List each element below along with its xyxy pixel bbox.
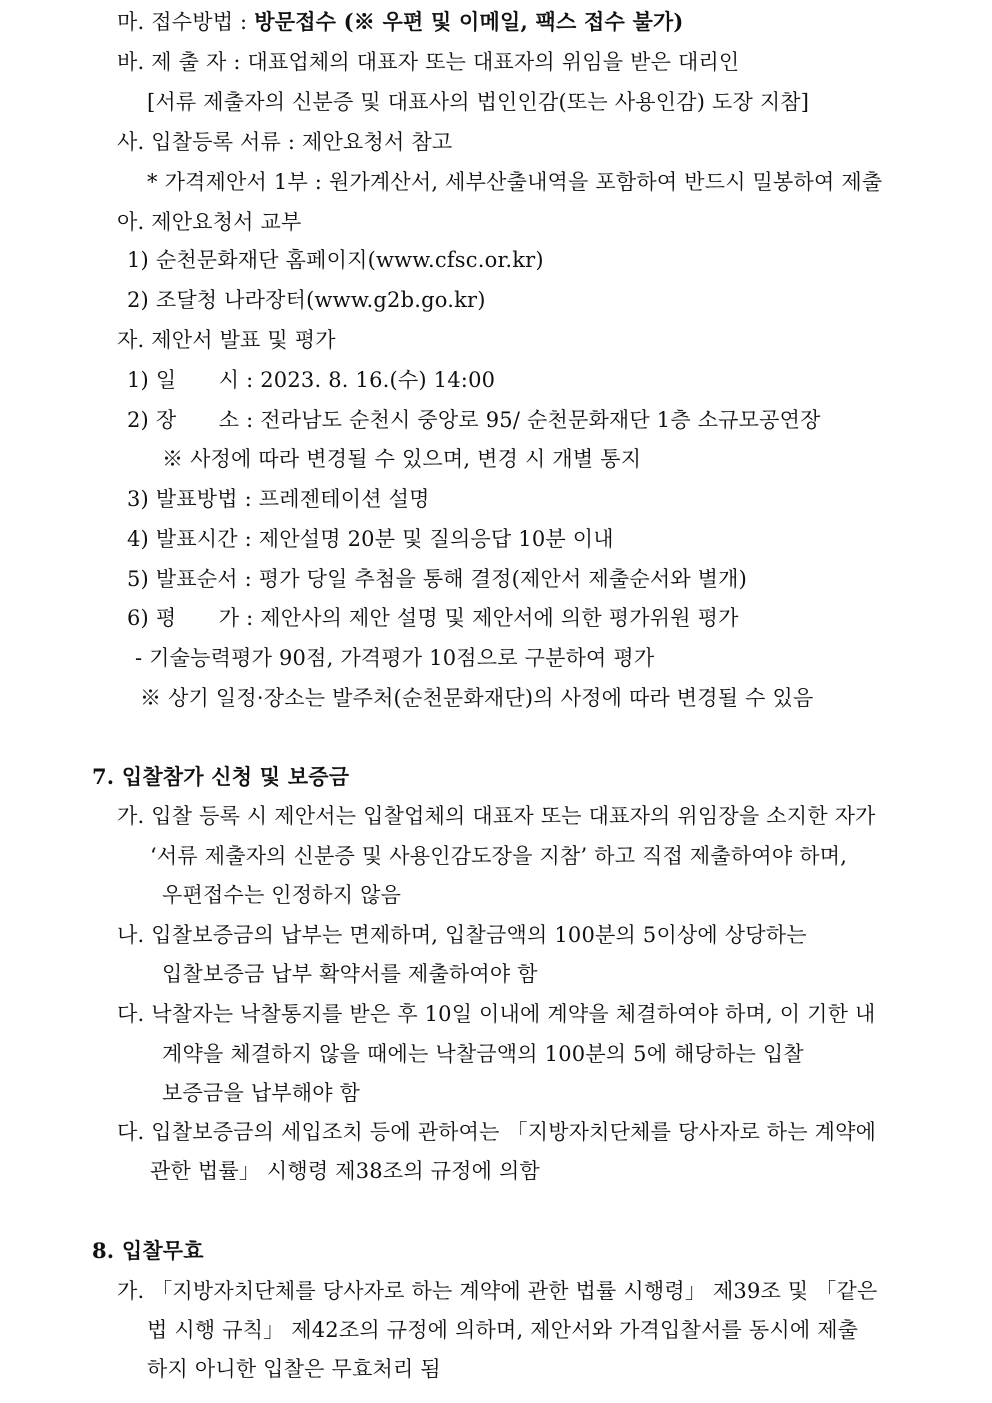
receipt-method-value: 방문접수 (※ 우편 및 이메일, 팩스 접수 불가) xyxy=(254,9,684,34)
submitter-note: [서류 제출자의 신분증 및 대표사의 법인인감(또는 사용인감) 도장 지참] xyxy=(147,90,810,114)
section-8-heading: 8. 입찰무효 xyxy=(92,1238,204,1263)
s7-item-ga-line2: ‘서류 제출자의 신분증 및 사용인감도장을 지참’ 하고 직접 제출하여야 하며, xyxy=(150,844,848,868)
s7-item-da-line2: 계약을 체결하지 않을 때에는 낙찰금액의 100분의 5에 해당하는 입찰 xyxy=(162,1042,804,1066)
presentation-duration: 4) 발표시간 : 제안설명 20분 및 질의응답 10분 이내 xyxy=(127,527,614,551)
s8-item-ga-line2: 법 시행 규칙」 제42조의 규정에 의하며, 제안서와 가격입찰서를 동시에 제출 xyxy=(147,1318,859,1342)
submitter-line: 바. 제 출 자 : 대표업체의 대표자 또는 대표자의 위임을 받은 대리인 xyxy=(117,50,740,74)
presentation-datetime: 1) 일 시 : 2023. 8. 16.(수) 14:00 xyxy=(127,368,496,392)
s7-item-da-line1: 다. 낙찰자는 낙찰통지를 받은 후 10일 이내에 계약을 체결하여야 하며, 이 기한 내 xyxy=(117,1002,876,1026)
s7-item-da-line3: 보증금을 납부해야 함 xyxy=(162,1081,361,1105)
venue-change-note: ※ 사정에 따라 변경될 수 있으며, 변경 시 개별 통지 xyxy=(162,447,642,471)
receipt-method-line xyxy=(117,8,684,36)
s7-item-da2-line1: 다. 입찰보증금의 세입조치 등에 관하여는 「지방자치단체를 당사자로 하는 계약에 xyxy=(117,1120,877,1144)
evaluation-score-split: - 기술능력평가 90점, 가격평가 10점으로 구분하여 평가 xyxy=(135,646,655,670)
rfp-source-homepage: 1) 순천문화재단 홈페이지(www.cfsc.or.kr) xyxy=(127,248,544,272)
registration-docs-line: 사. 입찰등록 서류 : 제안요청서 참고 xyxy=(117,130,453,154)
rfp-source-g2b: 2) 조달청 나라장터(www.g2b.go.kr) xyxy=(127,288,486,312)
presentation-evaluation: 6) 평 가 : 제안사의 제안 설명 및 제안서에 의한 평가위원 평가 xyxy=(127,606,739,630)
price-proposal-note: * 가격제안서 1부 : 원가계산서, 세부산출내역을 포함하여 반드시 밀봉하여 제출 xyxy=(147,170,883,194)
presentation-title: 자. 제안서 발표 및 평가 xyxy=(117,328,336,352)
presentation-order: 5) 발표순서 : 평가 당일 추첨을 통해 결정(제안서 제출순서와 별개) xyxy=(127,567,748,591)
rfp-distribution-line: 아. 제안요청서 교부 xyxy=(117,210,302,234)
s7-item-ga-line1: 가. 입찰 등록 시 제안서는 입찰업체의 대표자 또는 대표자의 위임장을 소지한 자가 xyxy=(117,804,876,828)
s7-item-ga-line3: 우편접수는 인정하지 않음 xyxy=(162,883,402,907)
s7-item-da2-line2: 관한 법률」 시행령 제38조의 규정에 의함 xyxy=(150,1159,540,1183)
presentation-method: 3) 발표방법 : 프레젠테이션 설명 xyxy=(127,487,430,511)
section-7-heading: 7. 입찰참가 신청 및 보증금 xyxy=(92,764,350,789)
s7-item-na-line2: 입찰보증금 납부 확약서를 제출하여야 함 xyxy=(162,962,538,986)
presentation-venue: 2) 장 소 : 전라남도 순천시 중앙로 95/ 순천문화재단 1층 소규모공연장 xyxy=(127,408,821,432)
s8-item-ga-line1: 가. 「지방자치단체를 당사자로 하는 계약에 관한 법률 시행령」 제39조 및 「같은 xyxy=(117,1279,878,1303)
schedule-change-note: ※ 상기 일정·장소는 발주처(순천문화재단)의 사정에 따라 변경될 수 있음 xyxy=(140,686,814,710)
receipt-method-label: 마. 접수방법 : xyxy=(117,10,255,34)
s7-item-na-line1: 나. 입찰보증금의 납부는 면제하며, 입찰금액의 100분의 5이상에 상당하는 xyxy=(117,923,807,947)
s8-item-ga-line3: 하지 아니한 입찰은 무효처리 됨 xyxy=(147,1357,441,1381)
